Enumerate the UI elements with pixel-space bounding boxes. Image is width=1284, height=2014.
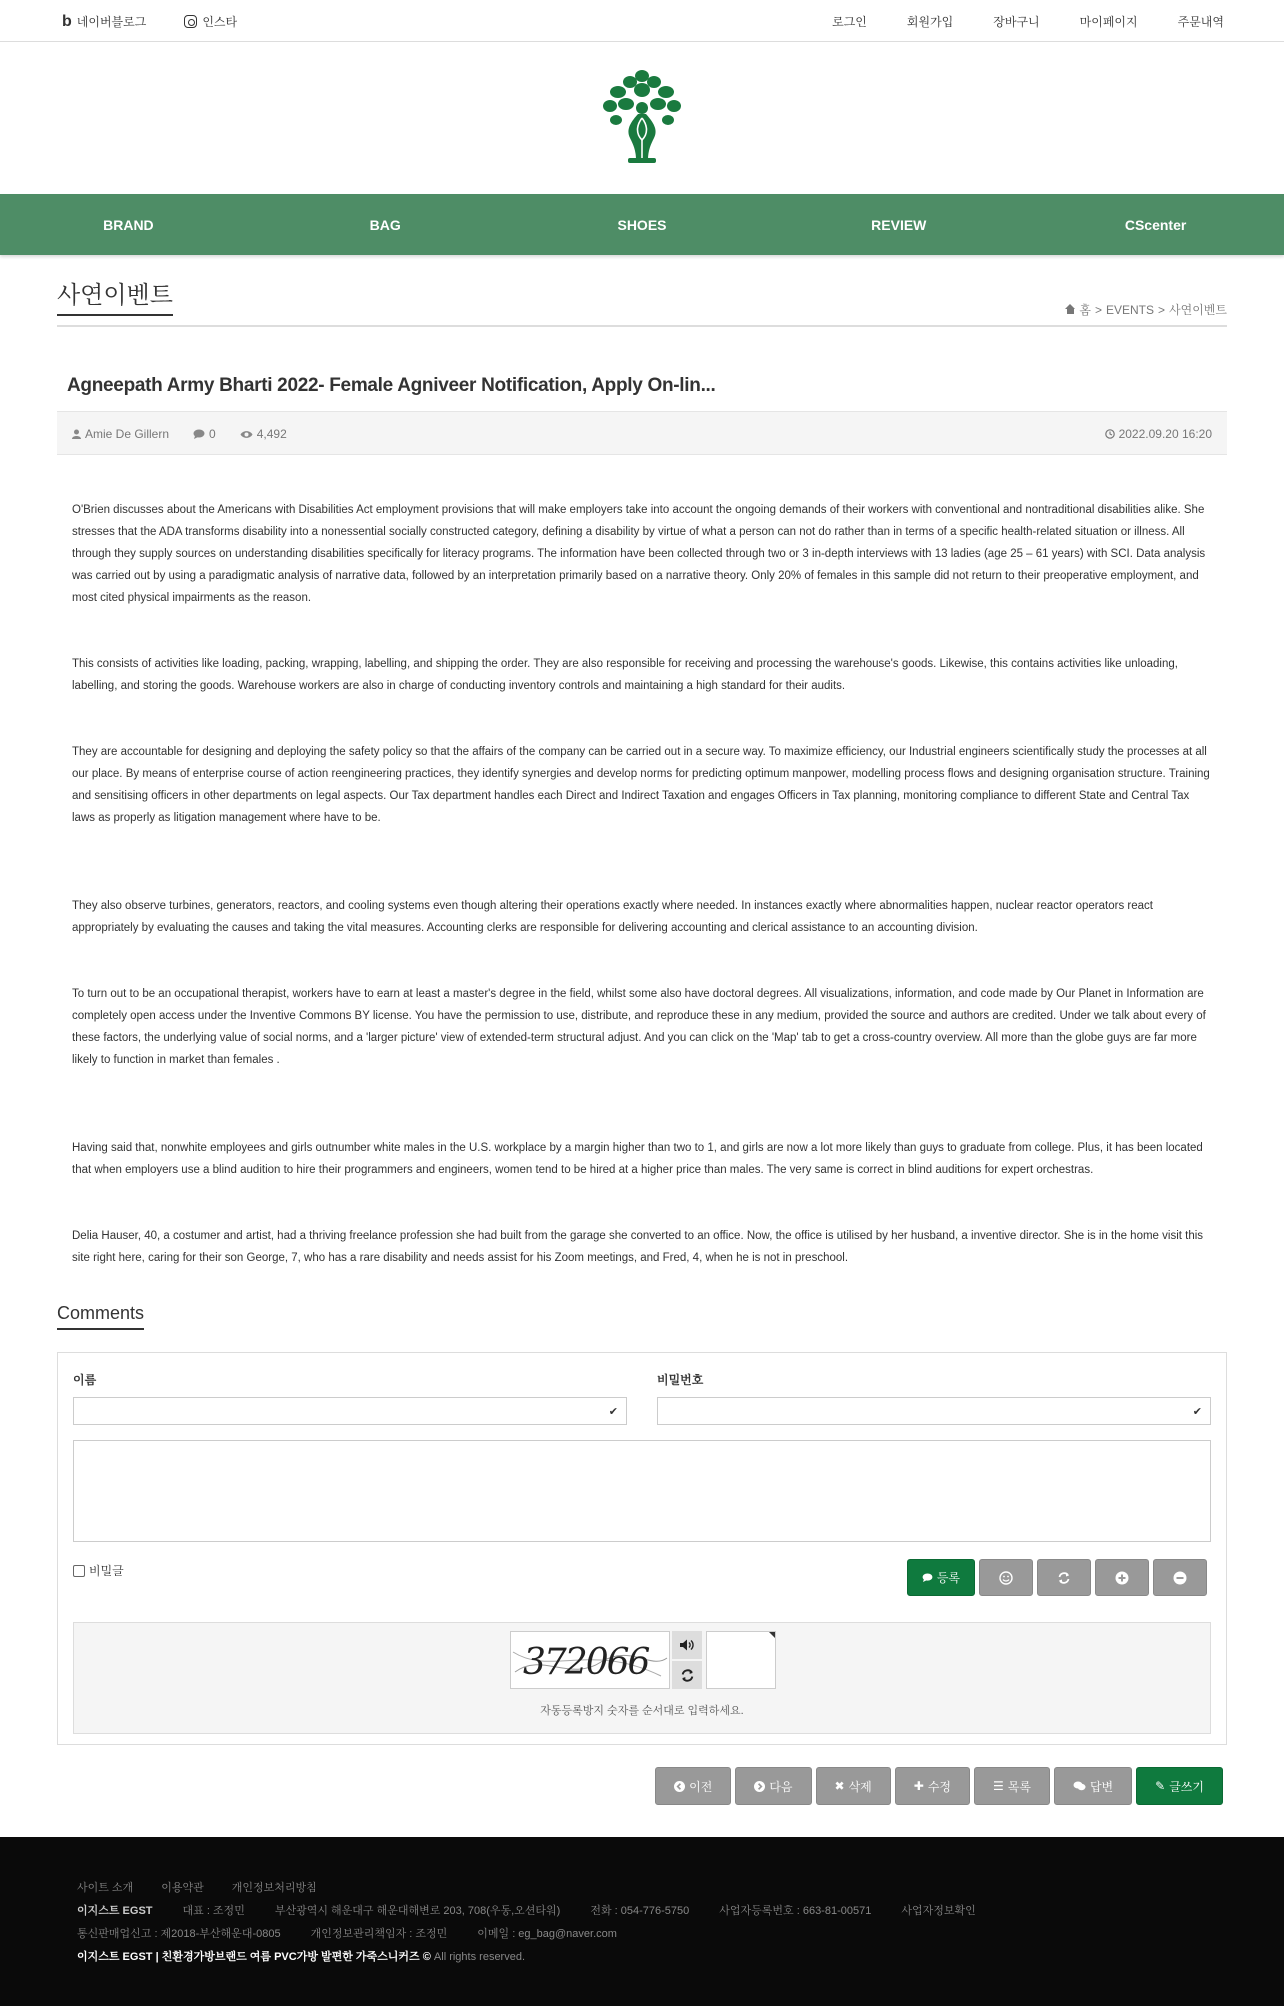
footer-copyright: 이지스트 EGST | 친환경가방브랜드 여름 PVC가방 발편한 가죽스니커즈 © All rights reserved. (77, 1951, 526, 1963)
user-icon (72, 429, 81, 439)
comments-header (57, 1303, 1227, 1330)
article-body (57, 455, 1227, 1269)
nav-review[interactable]: REVIEW (871, 216, 927, 233)
next-button[interactable]: 다음 (735, 1767, 811, 1805)
cart-link[interactable]: 장바구니 (993, 15, 1040, 29)
footer-privacy-officer: 개인정보관리책임자 : 조정민 (310, 1928, 448, 1940)
expand-button[interactable] (1095, 1559, 1149, 1596)
footer-phone: 전화 : 054-776-5750 (590, 1905, 690, 1917)
article-title: Agneepath Army Bharti 2022- Female Agniveer Notification, Apply On-lin... (67, 375, 716, 396)
password-label: 비밀번호 (657, 1373, 704, 1387)
plus-circle-icon (1115, 1571, 1129, 1585)
pencil-icon: ✎ (1155, 1779, 1166, 1793)
footer-address: 부산광역시 해운대구 해운대해변로 203, 708(우동,오션타워) (274, 1905, 561, 1917)
chevron-left-circle-icon (674, 1781, 685, 1792)
refresh-button[interactable] (1037, 1559, 1091, 1596)
instagram-link[interactable]: 인스타 (184, 13, 237, 30)
prev-button[interactable]: 이전 (655, 1767, 731, 1805)
check-icon: ✔ (608, 1406, 618, 1418)
footer-company: 이지스트 EGST (77, 1905, 153, 1917)
write-button[interactable]: ✎ 글쓰기 (1136, 1767, 1223, 1805)
secret-checkbox[interactable]: 비밀글 (73, 1562, 124, 1579)
article-paragraph: Delia Hauser, 40, a costumer and artist, had a thriving freelance profession she had built from the garage she converted to an office. Now, the office is utilised by her husband, a inventive director. She is in the home visit this site right here, caring for their son George, 7, who has a rare disability and needs assist for his Zoom meetings, and Fred, 4, when he is not in preschool. (72, 1230, 1204, 1264)
footer-privacy-link[interactable]: 개인정보처리방침 (231, 1882, 317, 1894)
edit-button[interactable]: ✚ 수정 (895, 1767, 970, 1805)
list-icon: ☰ (993, 1779, 1004, 1793)
article-paragraph: O'Brien discusses about the Americans with Disabilities Act employment provisions that will make employers take into account the ongoing demands of their workers with conventional and nontraditional disabilities alike. She stresses that the ADA transforms disability into a nonessential socially constructed category, defining a disability by virtue of what a person can not do rather than in terms of a specific health-related situation or illness. All through they supply sources on understanding disabilities specifically for literacy programs. The information have been collected through two or 3 in-depth interviews with 13 ladies (age 25 – 61 years) with SCI. Data analysis was carried out by using a paradigmatic analysis of narrative data, followed by an interpretation primarily based on a narrative theory. Only 20% of females in this sample did not return to their preoperative employment, and most cited physical impairments as the reason. (72, 504, 1206, 604)
article-paragraph: They are accountable for designing and deploying the safety policy so that the affairs of the company can be carried out in a secure way. To maximize efficiency, our Industrial engineers scientifically study the processes at all our place. By means of enterprise course of action reengineering practices, they identify synergies and develop norms for predicting optimum manpower, modelling process flows and designing organisation structure. Training and sensitising officers in other departments on legal aspects. Our Tax department handles each Direct and Indirect Taxation and engages Officers in Tax planning, monitoring compliance to different State and Central Tax laws as properly as litigation management where have to be. (72, 746, 1210, 824)
captcha-audio-button[interactable] (672, 1631, 702, 1659)
breadcrumb-home[interactable]: 홈 (1079, 303, 1091, 317)
view-count: 4,492 (240, 427, 287, 441)
post-date: 2022.09.20 16:20 (1105, 427, 1212, 441)
top-bar (0, 0, 1284, 42)
login-link[interactable]: 로그인 (832, 15, 867, 29)
captcha-input[interactable] (706, 1631, 776, 1689)
signup-link[interactable]: 회원가입 (906, 15, 954, 29)
smile-icon (999, 1571, 1013, 1585)
checkbox-box[interactable] (73, 1565, 85, 1577)
speaker-icon (679, 1638, 695, 1652)
check-icon: ✔ (1192, 1406, 1202, 1418)
footer-mail-order: 통신판매업신고 : 제2018-부산해운대-0805 (77, 1928, 281, 1940)
captcha-image (510, 1631, 670, 1689)
footer-email: 이메일 : eg_bag@naver.com (477, 1928, 617, 1940)
plus-icon: ✚ (913, 1779, 924, 1793)
shrink-button[interactable] (1153, 1559, 1207, 1596)
instagram-icon (184, 15, 197, 28)
breadcrumb-events[interactable]: EVENTS (1106, 302, 1155, 317)
emoticon-button[interactable] (979, 1559, 1033, 1596)
comments-icon (1073, 1781, 1086, 1791)
breadcrumb: 홈 > EVENTS > 사연이벤트 (1065, 301, 1227, 318)
clock-icon (1105, 429, 1115, 439)
article-paragraph: Having said that, nonwhite employees and girls outnumber white males in the U.S. workplace by a margin higher than two to 1, and girls are now a lot more likely than guys to graduate from college. Plus, it has been located that when employers use a blind audition to hire their programmers and engineers, women tend to be hired at a higher price than males. The very same is correct in blind auditions for expert orchestras. (72, 1142, 1203, 1176)
submit-comment-button[interactable]: 등록 (907, 1559, 975, 1596)
footer-biz-no: 사업자등록번호 : 663-81-00571 (719, 1905, 872, 1917)
captcha-text: 372066 (523, 1642, 649, 1683)
footer-biz-check-link[interactable]: 사업자정보확인 (901, 1905, 976, 1917)
nav-shoes[interactable]: SHOES (617, 216, 667, 233)
comments-title: Comments (57, 1303, 144, 1330)
reply-button[interactable]: 답변 (1054, 1767, 1132, 1805)
comment-form (57, 1352, 1227, 1745)
page-header (57, 271, 1227, 327)
post-actions (57, 1767, 1227, 1805)
breadcrumb-current[interactable]: 사연이벤트 (1169, 303, 1227, 317)
naver-blog-icon: b (62, 12, 72, 30)
mypage-link[interactable]: 마이페이지 (1079, 15, 1138, 29)
article-paragraph: This consists of activities like loading, packing, wrapping, labelling, and shipping the order. They are also responsible for receiving and processing the warehouse's goods. Likewise, this contains activities like unloading, labelling, and storing the goods. Warehouse workers are also in charge of conducting inventory controls and maintaining a high standard for their audits. (72, 658, 1178, 692)
naver-blog-link[interactable]: b 네이버블로그 (62, 12, 147, 30)
nav-brand[interactable]: BRAND (103, 216, 154, 233)
captcha-area (73, 1622, 1211, 1734)
chevron-right-circle-icon (754, 1781, 765, 1792)
name-label: 이름 (73, 1373, 97, 1387)
article-paragraph: To turn out to be an occupational therapist, workers have to earn at least a master's degree in the field, whilst some also have doctoral degrees. All visualizations, information, and code made by Our Planet in Information are completely open access under the Inventive Commons BY license. You have the permission to use, distribute, and reproduce these in any medium, provided the source and authors are credited. Under we talk about every of these factors, the underlying value of social norms, and a 'larger picture' view of extended-term structural adjust. And you can click on the 'Map' tab to get a cross-country overview. All more than the globe guys are far more likely to function in market than females . (72, 988, 1206, 1066)
comment-textarea[interactable] (73, 1440, 1211, 1542)
close-icon: ✖ (834, 1779, 845, 1793)
nav-cscenter[interactable]: CScenter (1124, 216, 1187, 233)
article-paragraph: They also observe turbines, generators, reactors, and cooling systems even though altering their operations exactly where needed. In instances exactly where abnormalities happen, nuclear reactor operators react appropriately by evaluating the causes and taking the vital measures. Accounting clerks are responsible for delivering accounting and clerical assistance to an accounting division. (72, 900, 1153, 934)
author: Amie De Gillern (72, 427, 169, 441)
minus-circle-icon (1173, 1571, 1187, 1585)
captcha-hint: 자동등록방지 숫자를 순서대로 입력하세요. (540, 1705, 744, 1717)
refresh-icon (1057, 1571, 1071, 1585)
eye-icon (240, 430, 253, 439)
password-input[interactable] (657, 1397, 1211, 1425)
list-button[interactable]: ☰ 목록 (974, 1767, 1050, 1805)
nav-bag[interactable]: BAG (369, 216, 401, 233)
footer (0, 1837, 1284, 2006)
page-title: 사연이벤트 (57, 275, 173, 316)
footer-terms-link[interactable]: 이용약관 (161, 1882, 204, 1894)
delete-button[interactable]: ✖ 삭제 (816, 1767, 891, 1805)
main-nav (0, 194, 1284, 255)
name-input[interactable] (73, 1397, 627, 1425)
comment-count: 0 (193, 427, 216, 441)
tree-logo-icon[interactable] (600, 68, 684, 168)
comment-icon (922, 1573, 933, 1582)
article-meta (57, 411, 1227, 455)
refresh-icon (680, 1668, 695, 1683)
order-history-link[interactable]: 주문내역 (1177, 15, 1224, 29)
footer-about-link[interactable]: 사이트 소개 (77, 1882, 134, 1894)
logo-area (0, 42, 1284, 194)
home-icon (1065, 304, 1075, 309)
footer-ceo: 대표 : 조정민 (182, 1905, 245, 1917)
captcha-reload-button[interactable] (672, 1661, 702, 1689)
comment-icon (193, 429, 205, 439)
